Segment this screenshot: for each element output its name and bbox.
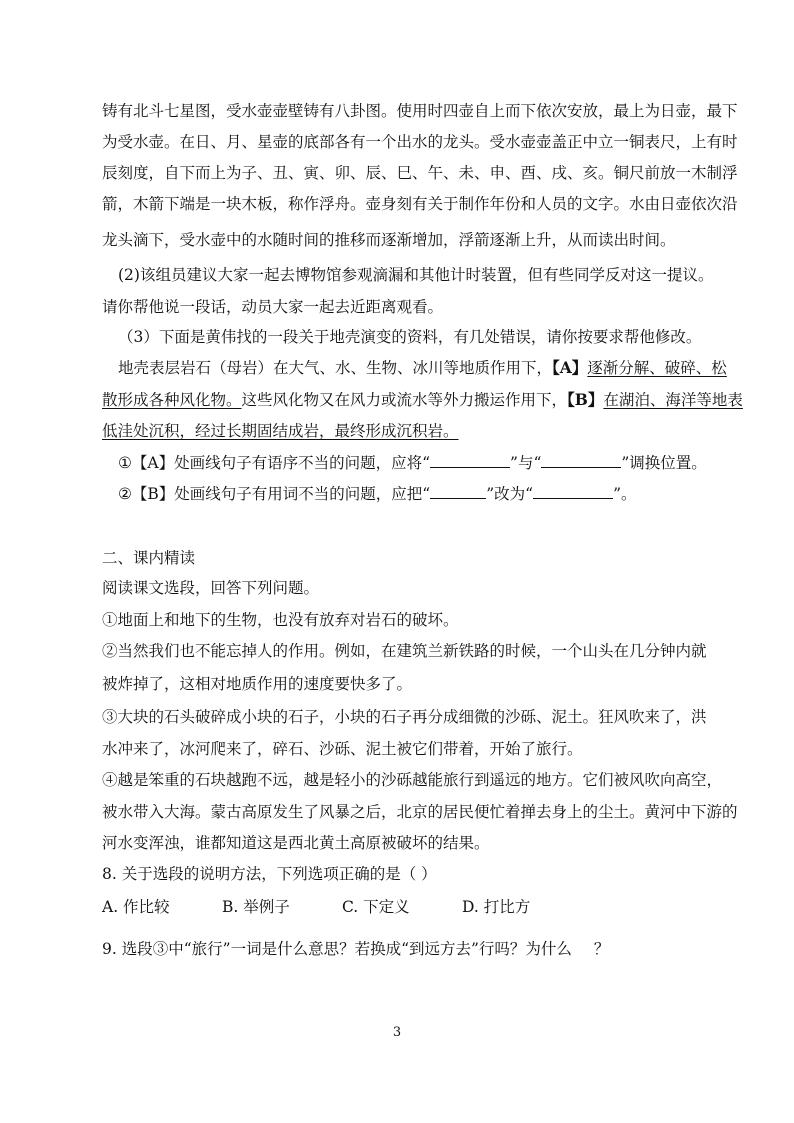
fill-text: ”调换位置。 — [621, 454, 707, 472]
material-text: 地壳表层岩石（母岩）在大气、水、生物、冰川等地质作用下， — [118, 359, 553, 377]
fill-text: ②【B】处画线句子有用词不当的问题，应把“ — [118, 485, 431, 503]
excerpt-paragraph: 被水带入大海。蒙古高原发生了风暴之后，北京的居民便忙着掸去身上的尘土。黄河中下游的 — [102, 803, 738, 821]
excerpt-paragraph: 水冲来了，冰河爬来了，碎石、沙砾、泥土被它们带着，开始了旅行。 — [102, 740, 583, 758]
option-d[interactable]: D. 打比方 — [462, 898, 531, 916]
option-b[interactable]: B. 举例子 — [222, 898, 290, 916]
excerpt-paragraph: ④越是笨重的石块越跑不远，越是轻小的沙砾越能旅行到遥远的地方。它们被风吹向高空， — [102, 771, 723, 789]
underlined-sentence-a: 散形成各种风化物。 — [102, 391, 242, 409]
answer-blank[interactable] — [430, 453, 510, 468]
fill-text: ①【A】处画线句子有语序不当的问题，应将“ — [118, 454, 431, 472]
material-text: 这些风化物又在风力或流水等外力搬运作用下， — [241, 391, 568, 409]
excerpt-paragraph: ②当然我们也不能忘掉人的作用。例如，在建筑兰新铁路的时候，一个山头在几分钟内就 — [102, 642, 707, 660]
passage-line: 铸有北斗七星图，受水壶壶壁铸有八卦图。使用时四壶自上而下依次安放，最上为日壶，最下 — [102, 102, 738, 120]
passage-line: 辰刻度，自下而上为子、丑、寅、卯、辰、巳、午、未、申、酉、戌、亥。铜尺前放一木制浮 — [102, 164, 738, 182]
question-9-mark: ？ — [593, 940, 610, 958]
option-a[interactable]: A. 作比较 — [102, 898, 170, 916]
marker-a: 【A】 — [552, 358, 588, 377]
fill-text: ”改为“ — [486, 485, 534, 503]
excerpt-paragraph: 河水变浑浊，谁都知道这是西北黄土高原被破坏的结果。 — [102, 834, 490, 852]
answer-blank[interactable] — [430, 484, 486, 499]
answer-blank[interactable] — [533, 484, 613, 499]
passage-line: 龙头滴下，受水壶中的水随时间的推移而逐渐增加，浮箭逐渐上升，从而读出时间。 — [102, 231, 676, 249]
question-2-line: 请你帮他说一段话，动员大家一起去近距离观看。 — [102, 298, 444, 316]
question-9-stem — [102, 939, 724, 959]
page-number: 3 — [392, 1025, 402, 1040]
option-c[interactable]: C. 下定义 — [342, 898, 410, 916]
underlined-sentence-b: 在湖泊、海洋等地表 — [603, 391, 743, 409]
section-title: 二、课内精读 — [102, 549, 196, 567]
excerpt-paragraph: ①地面上和地下的生物，也没有放弃对岩石的破坏。 — [102, 611, 459, 629]
passage-line: 为受水壶。在日、月、星壶的底部各有一个出水的龙头。受水壶壶盖正中立一铜表尺，上有时 — [102, 133, 738, 151]
excerpt-paragraph: 被炸掉了，这相对地质作用的速度要快多了。 — [102, 675, 413, 693]
fill-in-2 — [118, 484, 740, 504]
fill-in-1 — [118, 453, 740, 473]
marker-b: 【B】 — [567, 390, 604, 409]
material-line-1 — [118, 358, 740, 378]
material-line-2 — [102, 390, 743, 410]
underlined-sentence-b: 低洼处沉积，经过长期固结成岩，最终形成沉积岩。 — [102, 422, 459, 440]
underlined-sentence-a: 逐渐分解、破碎、松 — [587, 359, 727, 377]
question-8-stem: 8. 关于选段的说明方法，下列选项正确的是（ ） — [102, 865, 437, 883]
section-instruction: 阅读课文选段，回答下列问题。 — [102, 579, 320, 597]
answer-blank[interactable] — [541, 453, 621, 468]
excerpt-paragraph: ③大块的石头破碎成小块的石子，小块的石子再分成细微的沙砾、泥土。狂风吹来了，洪 — [102, 708, 707, 726]
question-9-text: 9. 选段③中“旅行”一词是什么意思？若换成“到远方去”行吗？为什么 — [102, 940, 572, 958]
material-line-3 — [102, 421, 724, 441]
fill-text: ”。 — [613, 485, 637, 503]
fill-text: ”与“ — [510, 454, 542, 472]
question-2-line: (2)该组员建议大家一起去博物馆参观滴漏和其他计时装置，但有些同学反对这一提议。 — [118, 266, 714, 284]
passage-line: 箭，木箭下端是一块木板，称作浮舟。壶身刻有关于制作年份和人员的文字。水由日壶依次沿 — [102, 195, 738, 213]
question-3-intro: （3）下面是黄伟找的一段关于地壳演变的资料，有几处错误，请你按要求帮他修改。 — [118, 328, 702, 346]
